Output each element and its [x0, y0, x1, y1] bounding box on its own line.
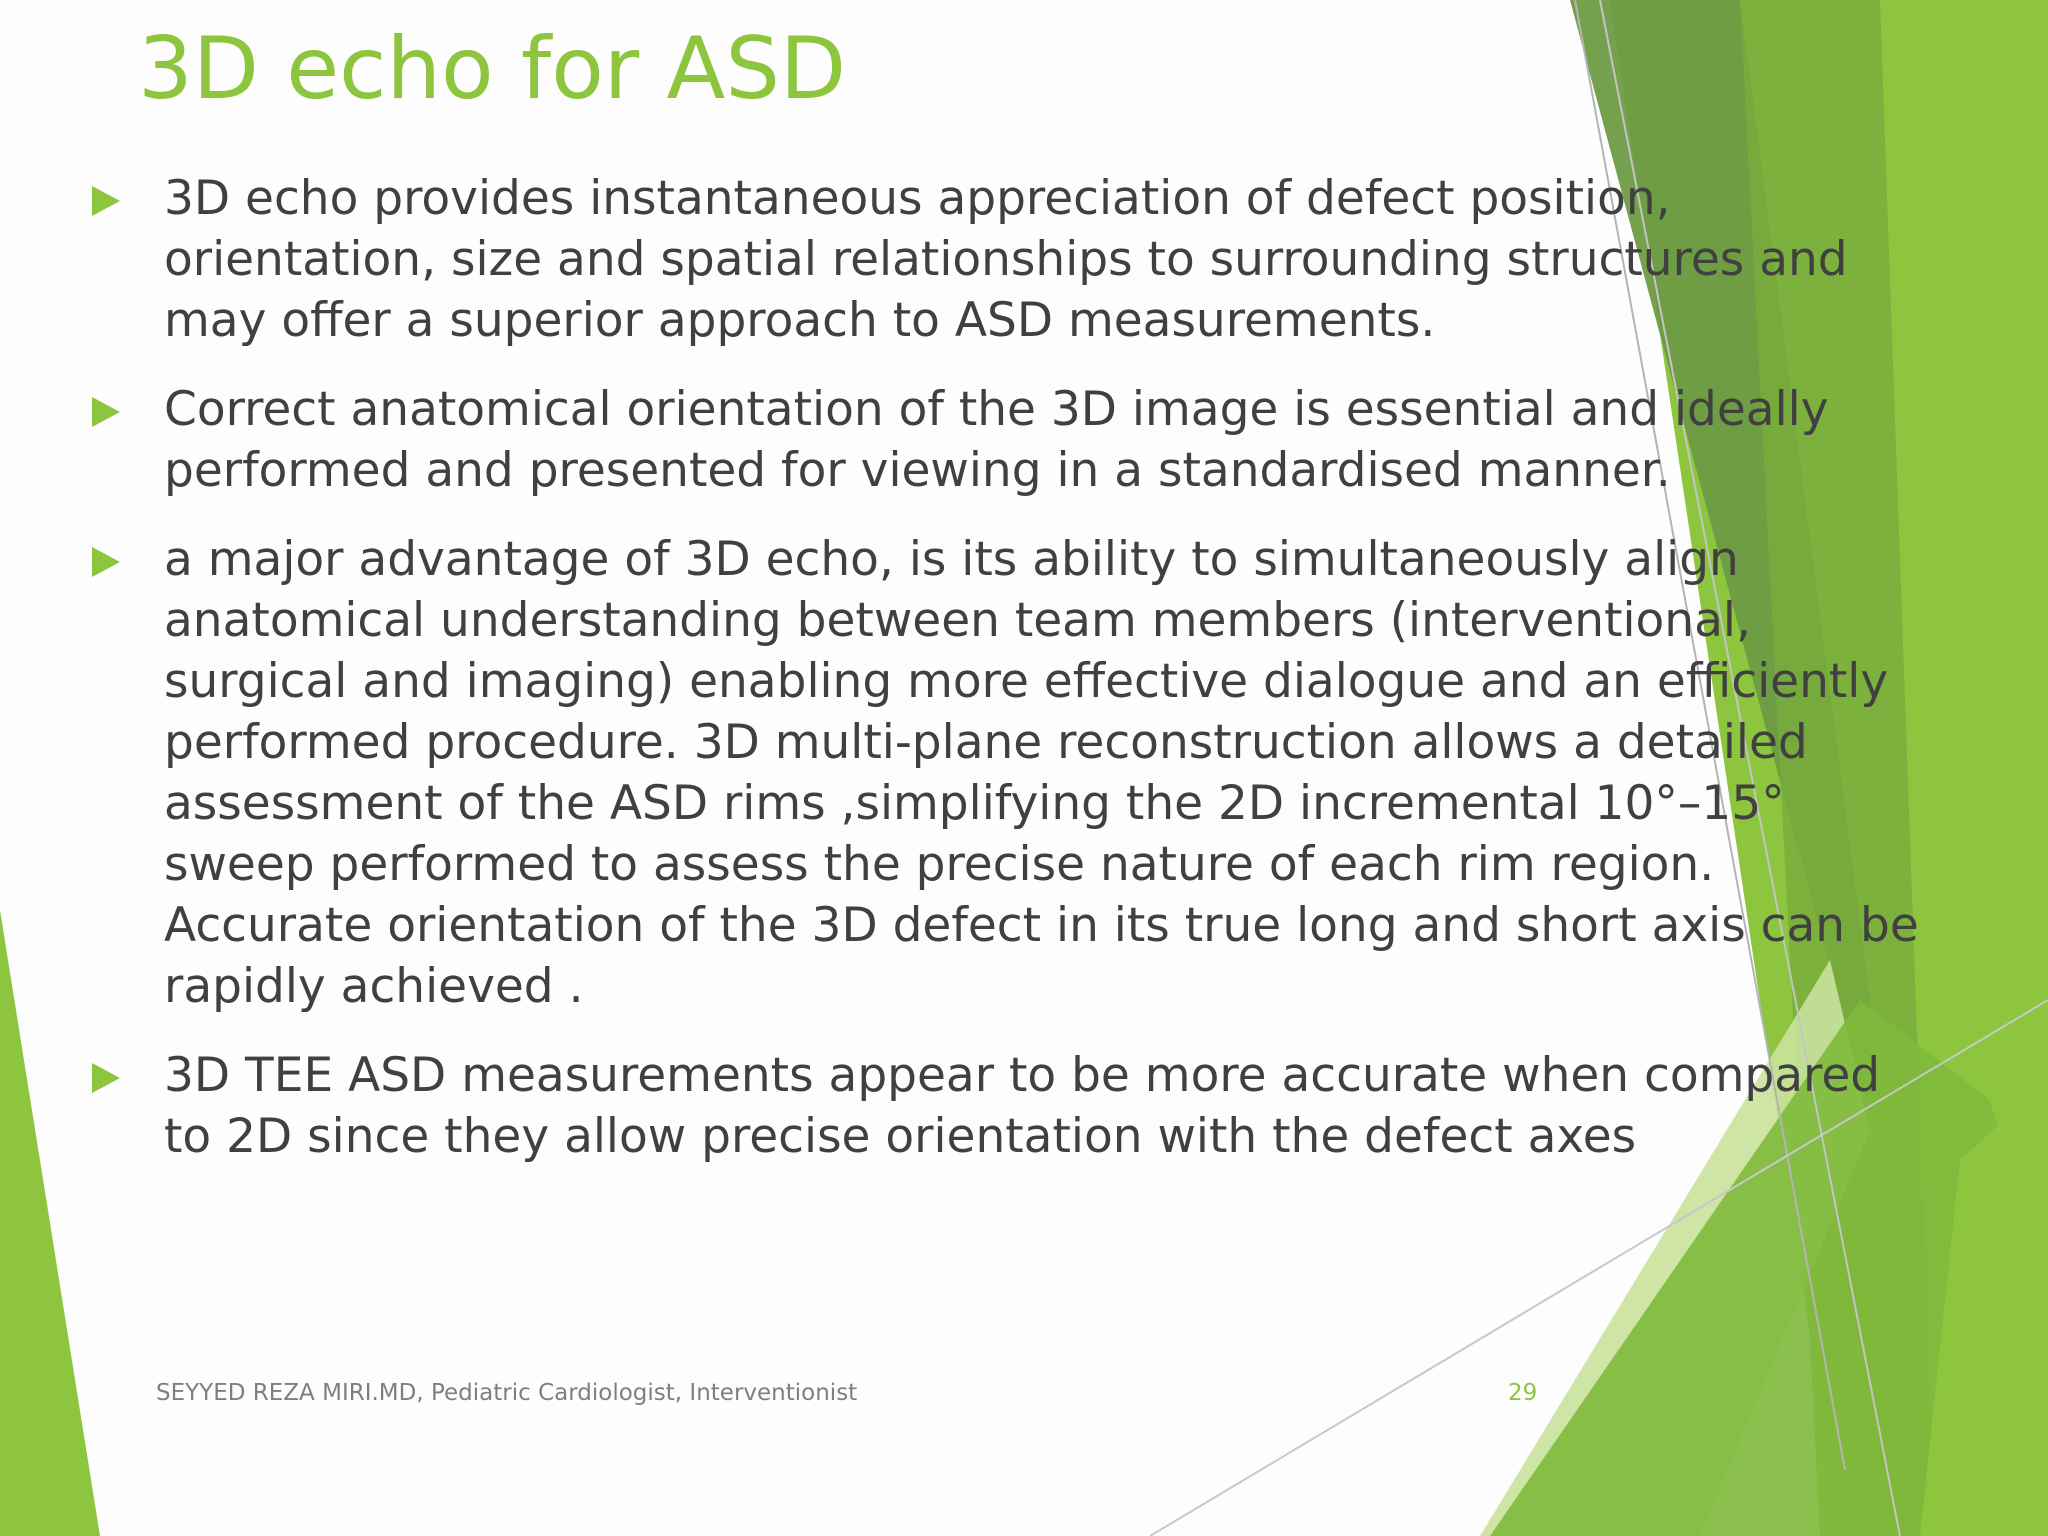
footer-text: SEYYED REZA MIRI.MD, Pediatric Cardiologist, Interventionist — [156, 1380, 858, 1406]
bullet-item — [86, 379, 1926, 501]
bullet-item — [86, 529, 1926, 1017]
bullet-item — [86, 168, 1926, 351]
bullet-list — [86, 168, 1926, 1195]
triangle-right-icon — [92, 186, 120, 216]
left-green-sliver — [0, 910, 100, 1536]
triangle-right-icon — [92, 397, 120, 427]
bullet-text: 3D echo provides instantaneous appreciation of defect position, orientation, size and spatial relationships to surrounding structures and may offer a superior approach to ASD measurements. — [164, 171, 1848, 348]
bullet-text: Correct anatomical orientation of the 3D image is essential and ideally performed and presented for viewing in a standardised manner. — [164, 382, 1829, 498]
bullet-text: a major advantage of 3D echo, is its ability to simultaneously align anatomical understanding between team members (interventional, surgical and imaging) enabling more effective dialogue and an efficiently performed procedure. 3D multi-plane reconstruction allows a detailed assessment of the ASD rims ,simplifying the 2D incremental 10°–15° sweep performed to assess the precise nature of each rim region. Accurate orientation of the 3D defect in its true long and short axis can be rapidly achieved . — [164, 532, 1919, 1014]
bullet-item — [86, 1045, 1926, 1167]
triangle-right-icon — [92, 1063, 120, 1093]
page-number: 29 — [1508, 1380, 1538, 1406]
slide-title: 3D echo for ASD — [138, 19, 847, 119]
bullet-text: 3D TEE ASD measurements appear to be more accurate when compared to 2D since they allow precise orientation with the defect axes — [164, 1048, 1881, 1164]
triangle-right-icon — [92, 547, 120, 577]
